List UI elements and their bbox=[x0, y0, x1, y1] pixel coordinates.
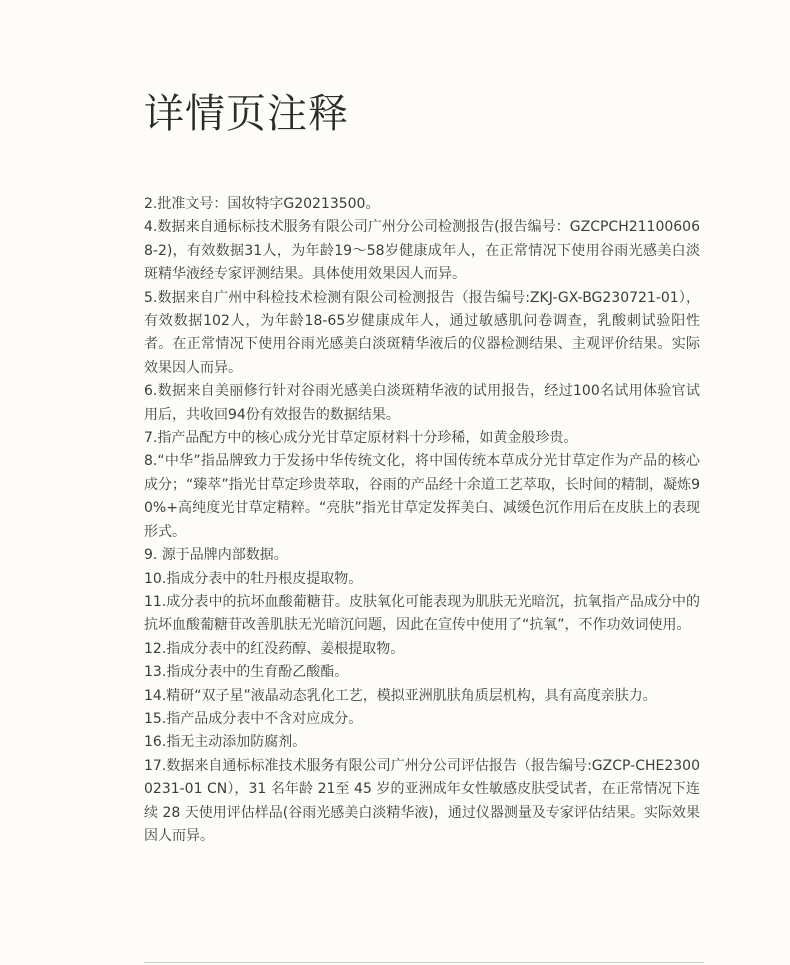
note-4: 4.数据来自通标标技术服务有限公司广州分公司检测报告(报告编号：GZCPCH211006068-2)，有效数据31人，为年龄19～58岁健康成年人，在正常情况下使用谷雨光感美白淡斑精华液经专家评测结果。具体使用效果因人而异。 bbox=[144, 219, 700, 283]
note-6: 6.数据来自美丽修行针对谷雨光感美白淡斑精华液的试用报告，经过100名试用体验官试用后，共收回94份有效报告的数据结果。 bbox=[144, 383, 700, 423]
bottom-divider bbox=[144, 962, 704, 963]
note-2: 2.批准文号：国妆特字G20213500。 bbox=[144, 196, 380, 212]
note-16: 16.指无主动添加防腐剂。 bbox=[144, 734, 307, 751]
note-12: 12.指成分表中的红没药醇、姜根提取物。 bbox=[144, 640, 405, 657]
note-5: 5.数据来自广州中科检技术检测有限公司检测报告（报告编号:ZKJ-GX-BG230721-01），有效数据102人，为年龄18-65岁健康成年人，通过敏感肌问卷调查，乳酸刺试验阳性者。在正常情况下使用谷雨光感美白淡斑精华液后的仪器检测结果、主观评价结果。实际效果因人而异。 bbox=[144, 289, 700, 376]
note-11: 11.成分表中的抗坏血酸葡糖苷。皮肤氧化可能表现为肌肤无光暗沉，抗氧指产品成分中的抗坏血酸葡糖苷改善肌肤无光暗沉问题，因此在宣传中使用了“抗氧”，不作功效词使用。 bbox=[144, 593, 700, 634]
page-title: 详情页注释 bbox=[144, 91, 349, 137]
note-13: 13.指成分表中的生育酚乙酸酯。 bbox=[144, 664, 349, 681]
note-7: 7.指产品配方中的核心成分光甘草定原材料十分珍稀，如黄金般珍贵。 bbox=[144, 430, 578, 447]
note-14: 14.精研“双子星”液晶动态乳化工艺，模拟亚洲肌肤角质层机构，具有高度亲肤力。 bbox=[144, 687, 657, 704]
note-15: 15.指产品成分表中不含对应成分。 bbox=[144, 710, 363, 727]
notes-list bbox=[144, 193, 700, 848]
note-9: 9. 源于品牌内部数据。 bbox=[144, 547, 288, 564]
note-10: 10.指成分表中的牡丹根皮提取物。 bbox=[144, 570, 363, 587]
note-8: 8.“中华”指品牌致力于发扬中华传统文化，将中国传统本草成分光甘草定作为产品的核心成分；“臻萃”指光甘草定珍贵萃取，谷雨的产品经十余道工艺萃取，长时间的精制，凝炼90%+高纯度光甘草定精粹。“亮肤”指光甘草定发挥美白、减缓色沉作用后在皮肤上的表现形式。 bbox=[144, 453, 700, 540]
note-17: 17.数据来自通标标准技术服务有限公司广州分公司评估报告（报告编号:GZCP-CHE23000231-01 CN），31 名年龄 21至 45 岁的亚洲成年女性敏感皮肤受试者，在正常情况下连续 28 天使用评估样品(谷雨光感美白淡精华液)，通过仪器测量及专家评估结果。实际效果因人而异。 bbox=[144, 757, 700, 844]
